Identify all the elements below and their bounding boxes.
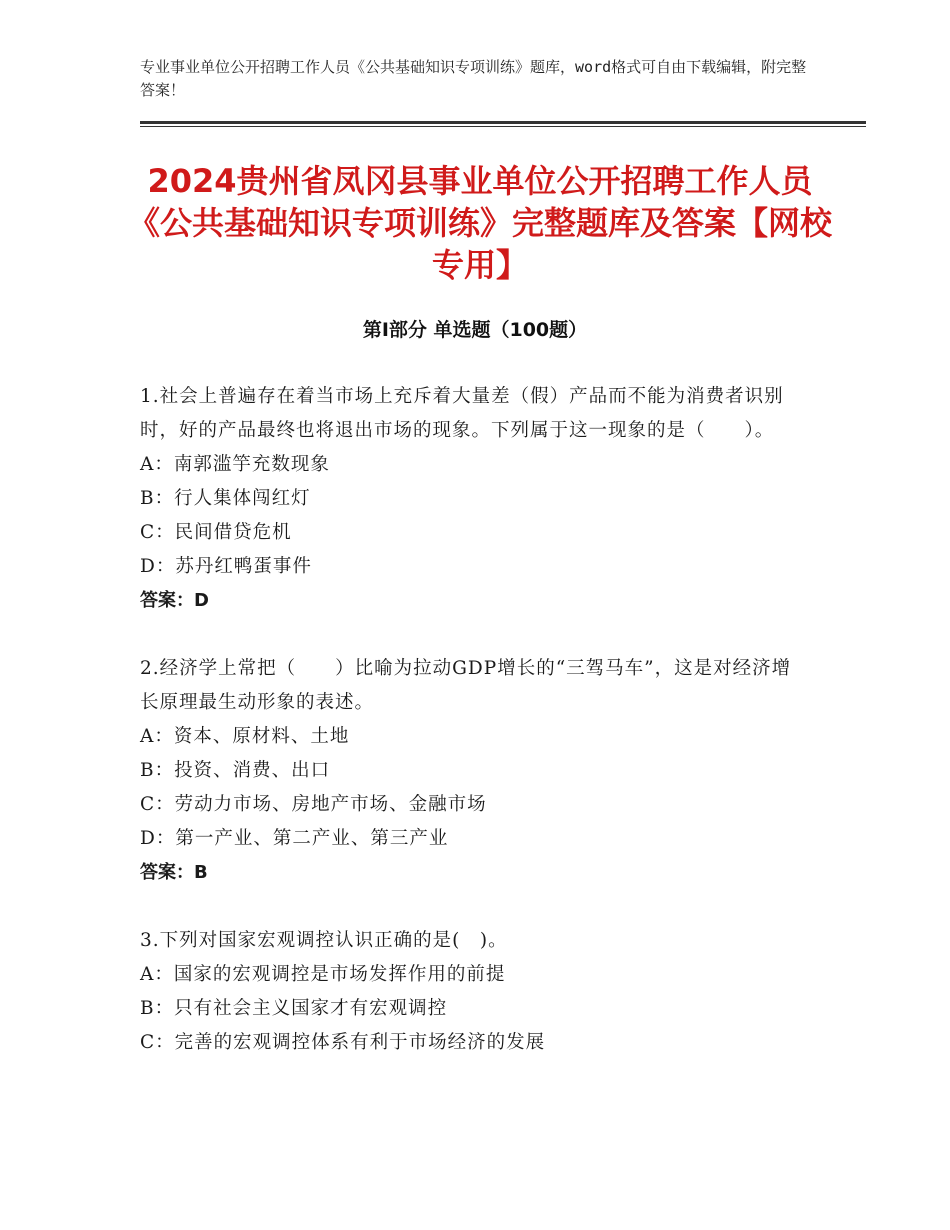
option-b: B：只有社会主义国家才有宏观调控 [140, 998, 448, 1019]
document-title: 2024贵州省凤冈县事业单位公开招聘工作人员《公共基础知识专项训练》完整题库及答案【网校专用】 [127, 162, 832, 284]
option-d: D：第一产业、第二产业、第三产业 [140, 828, 449, 849]
question-stem: 3.下列对国家宏观调控认识正确的是( )。 [140, 930, 508, 951]
option-c: C：民间借贷危机 [140, 522, 292, 543]
option-b: B：投资、消费、出口 [140, 760, 331, 781]
answer-label: 答案：B [140, 862, 208, 883]
question-1 [140, 380, 810, 618]
header-note: 专业事业单位公开招聘工作人员《公共基础知识专项训练》题库，word格式可自由下载编辑，附完整答案！ [140, 58, 807, 99]
option-a: A：南郭滥竽充数现象 [140, 454, 330, 475]
question-3 [140, 924, 810, 1060]
option-a: A：资本、原材料、土地 [140, 726, 350, 747]
option-c: C：完善的宏观调控体系有利于市场经济的发展 [140, 1032, 546, 1053]
header-rule-thin [140, 126, 866, 127]
question-2 [140, 652, 810, 890]
option-c: C：劳动力市场、房地产市场、金融市场 [140, 794, 487, 815]
question-stem: 1.社会上普遍存在着当市场上充斥着大量差（假）产品而不能为消费者识别时，好的产品最终也将退出市场的现象。下列属于这一现象的是（ ）。 [140, 386, 784, 441]
header-rule-thick [140, 121, 866, 124]
option-b: B：行人集体闯红灯 [140, 488, 311, 509]
answer-label: 答案：D [140, 590, 209, 611]
question-list [140, 380, 810, 1094]
question-stem: 2.经济学上常把（ ）比喻为拉动GDP增长的“三驾马车”，这是对经济增长原理最生动形象的表述。 [140, 658, 792, 713]
option-a: A：国家的宏观调控是市场发挥作用的前提 [140, 964, 506, 985]
section-heading: 第Ⅰ部分 单选题（100题） [362, 319, 588, 341]
option-d: D：苏丹红鸭蛋事件 [140, 556, 312, 577]
